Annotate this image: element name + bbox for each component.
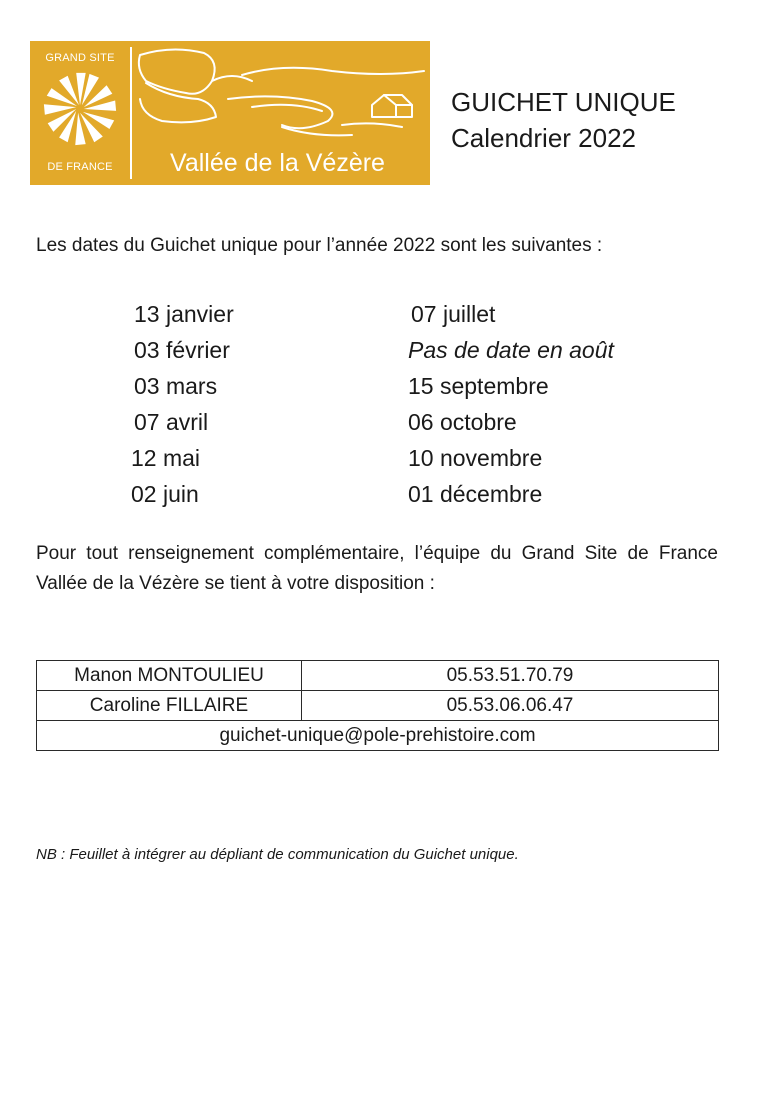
- contact-email: guichet-unique@pole-prehistoire.com: [37, 721, 719, 751]
- logo-top-text: GRAND SITE: [45, 52, 115, 64]
- date-item: 01 décembre: [408, 481, 543, 507]
- info-paragraph: Pour tout renseignement complémentaire, l’équipe du Grand Site de France Vallée de la Vézère se tient à votre disposition :: [36, 543, 718, 594]
- intro-text: Les dates du Guichet unique pour l’année 2022 sont les suivantes :: [36, 235, 603, 256]
- contact-phone: 05.53.06.06.47: [302, 691, 719, 721]
- date-item: 12 mai: [131, 445, 201, 471]
- table-row: [37, 721, 719, 751]
- title-line-2: Calendrier 2022: [451, 123, 637, 153]
- contact-name: Caroline FILLAIRE: [37, 691, 302, 721]
- logo-bottom-text: DE FRANCE: [47, 161, 113, 173]
- sun-emblem-icon: [42, 71, 118, 147]
- contacts-table: [36, 660, 719, 751]
- date-item: 15 septembre: [408, 373, 549, 399]
- date-item: 10 novembre: [408, 445, 543, 471]
- date-item: 06 octobre: [408, 409, 517, 435]
- logo-landscape-panel: [132, 41, 430, 185]
- dates-column-right: [408, 296, 614, 512]
- contact-name: Manon MONTOULIEU: [37, 661, 302, 691]
- footnote: NB : Feuillet à intégrer au dépliant de communication du Guichet unique.: [36, 846, 519, 863]
- contact-phone: 05.53.51.70.79: [302, 661, 719, 691]
- page-title: [451, 84, 676, 156]
- title-line-1: GUICHET UNIQUE: [451, 87, 676, 117]
- date-item-note: Pas de date en août: [408, 337, 614, 363]
- date-item: 07 juillet: [411, 301, 496, 327]
- landscape-illustration-icon: [132, 41, 430, 151]
- grand-site-logo: [30, 41, 430, 185]
- dates-column-left: [131, 296, 234, 512]
- table-row: [37, 661, 719, 691]
- date-item: 02 juin: [131, 481, 199, 507]
- date-item: 07 avril: [134, 409, 209, 435]
- logo-name: Vallée de la Vézère: [170, 149, 385, 177]
- logo-badge: [30, 41, 130, 185]
- date-item: 03 février: [134, 337, 230, 363]
- date-item: 13 janvier: [134, 301, 234, 327]
- table-row: [37, 691, 719, 721]
- date-item: 03 mars: [134, 373, 218, 399]
